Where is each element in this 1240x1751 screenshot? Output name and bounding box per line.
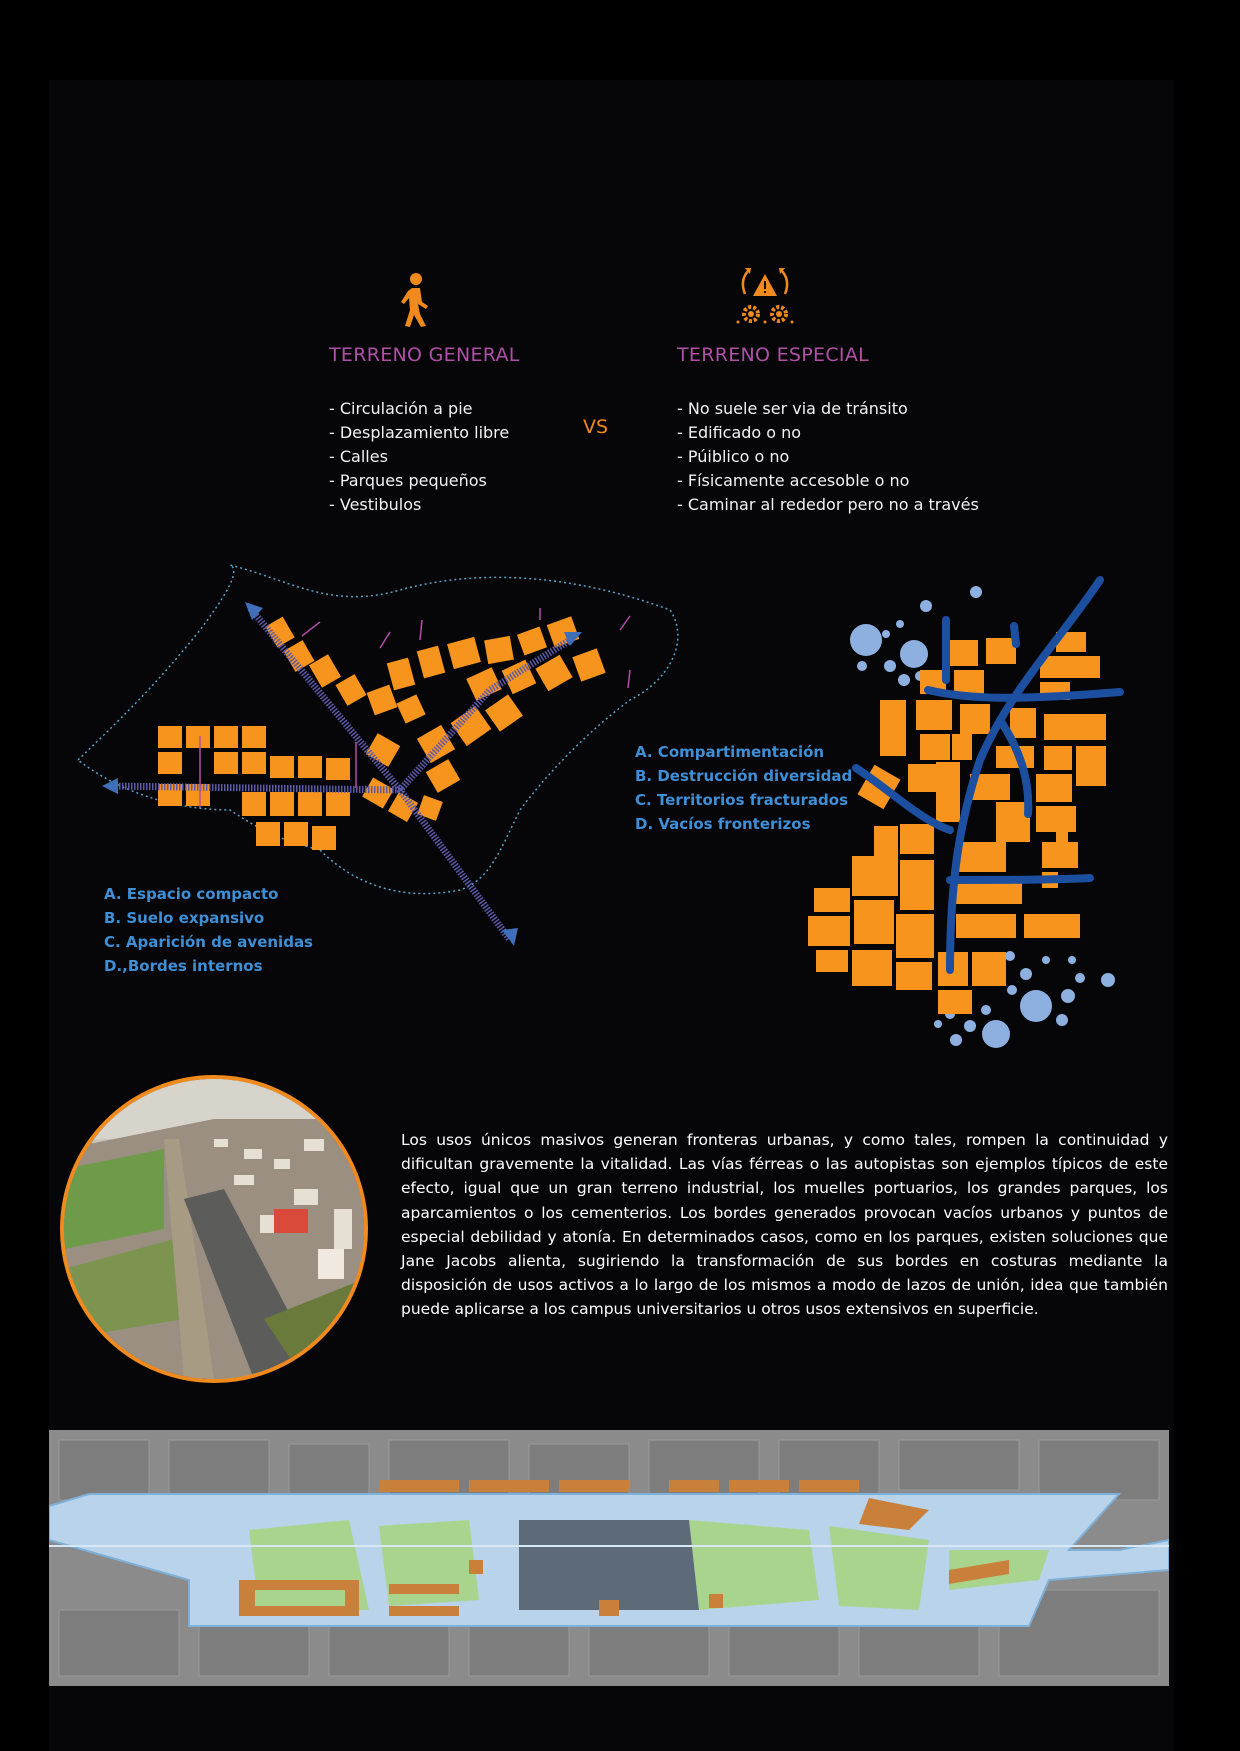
site-plan <box>49 1430 1169 1686</box>
building-blocks <box>808 632 1106 1014</box>
general-list <box>329 397 509 517</box>
list-item: - Caminar al rededor pero no a través <box>677 495 979 514</box>
list-item: - Púiblico o no <box>677 447 790 466</box>
legend-item: D.,Bordes internos <box>104 957 263 975</box>
pedestrian-icon <box>396 272 436 328</box>
list-item: - Calles <box>329 447 388 466</box>
legend-item: C. Territorios fracturados <box>635 791 849 809</box>
vs-label: VS <box>583 416 609 438</box>
legend-item: D. Vacíos fronterizos <box>635 815 811 833</box>
list-item: - No suele ser via de tránsito <box>677 399 908 418</box>
list-item: - Vestibulos <box>329 495 422 514</box>
border-voids-diagram <box>800 580 1140 1050</box>
alert-gears-icon <box>733 264 797 328</box>
body-paragraph: Los usos únicos masivos generan fronteras urbanas, y como tales, rompen la continuidad y dificultan gravemente la vitalidad. Las vías férreas o las autopistas son ejemplos típicos de este efecto, igual que un gran terreno industrial, los muelles portuarios, los grandes parques, los aparcamientos o los cementerios. Los bordes generados provocan vacíos urbanos y puntos de especial debilidad y atonía. En determinados casos, como en los parques, existen soluciones que Jane Jacobs alienta, sugiriendo la transformación de sus bordes en costuras mediante la disposición de usos activos a lo largo de los mismos a modo de lazos de unión, idea que también puede aplicarse a los campus universitarios u otros usos extensivos en superficie. <box>401 1131 1168 1319</box>
list-item: - Físicamente accesoble o no <box>677 471 910 490</box>
legend-item: A. Compartimentación <box>635 743 825 761</box>
list-item: - Edificado o no <box>677 423 802 442</box>
list-item: - Desplazamiento libre <box>329 423 510 442</box>
legend-item: A. Espacio compacto <box>104 885 279 903</box>
general-title: TERRENO GENERAL <box>329 344 520 366</box>
special-list <box>677 397 979 517</box>
special-title: TERRENO ESPECIAL <box>677 344 870 366</box>
border-photo <box>60 1075 368 1383</box>
building-blocks <box>158 616 606 850</box>
legend-item: B. Suelo expansivo <box>104 909 265 927</box>
legend-item: B. Destrucción diversidad <box>635 767 853 785</box>
legend-left <box>104 882 313 978</box>
list-item: - Circulación a pie <box>329 399 473 418</box>
legend-item: C. Aparición de avenidas <box>104 933 313 951</box>
list-item: - Parques pequeños <box>329 471 487 490</box>
